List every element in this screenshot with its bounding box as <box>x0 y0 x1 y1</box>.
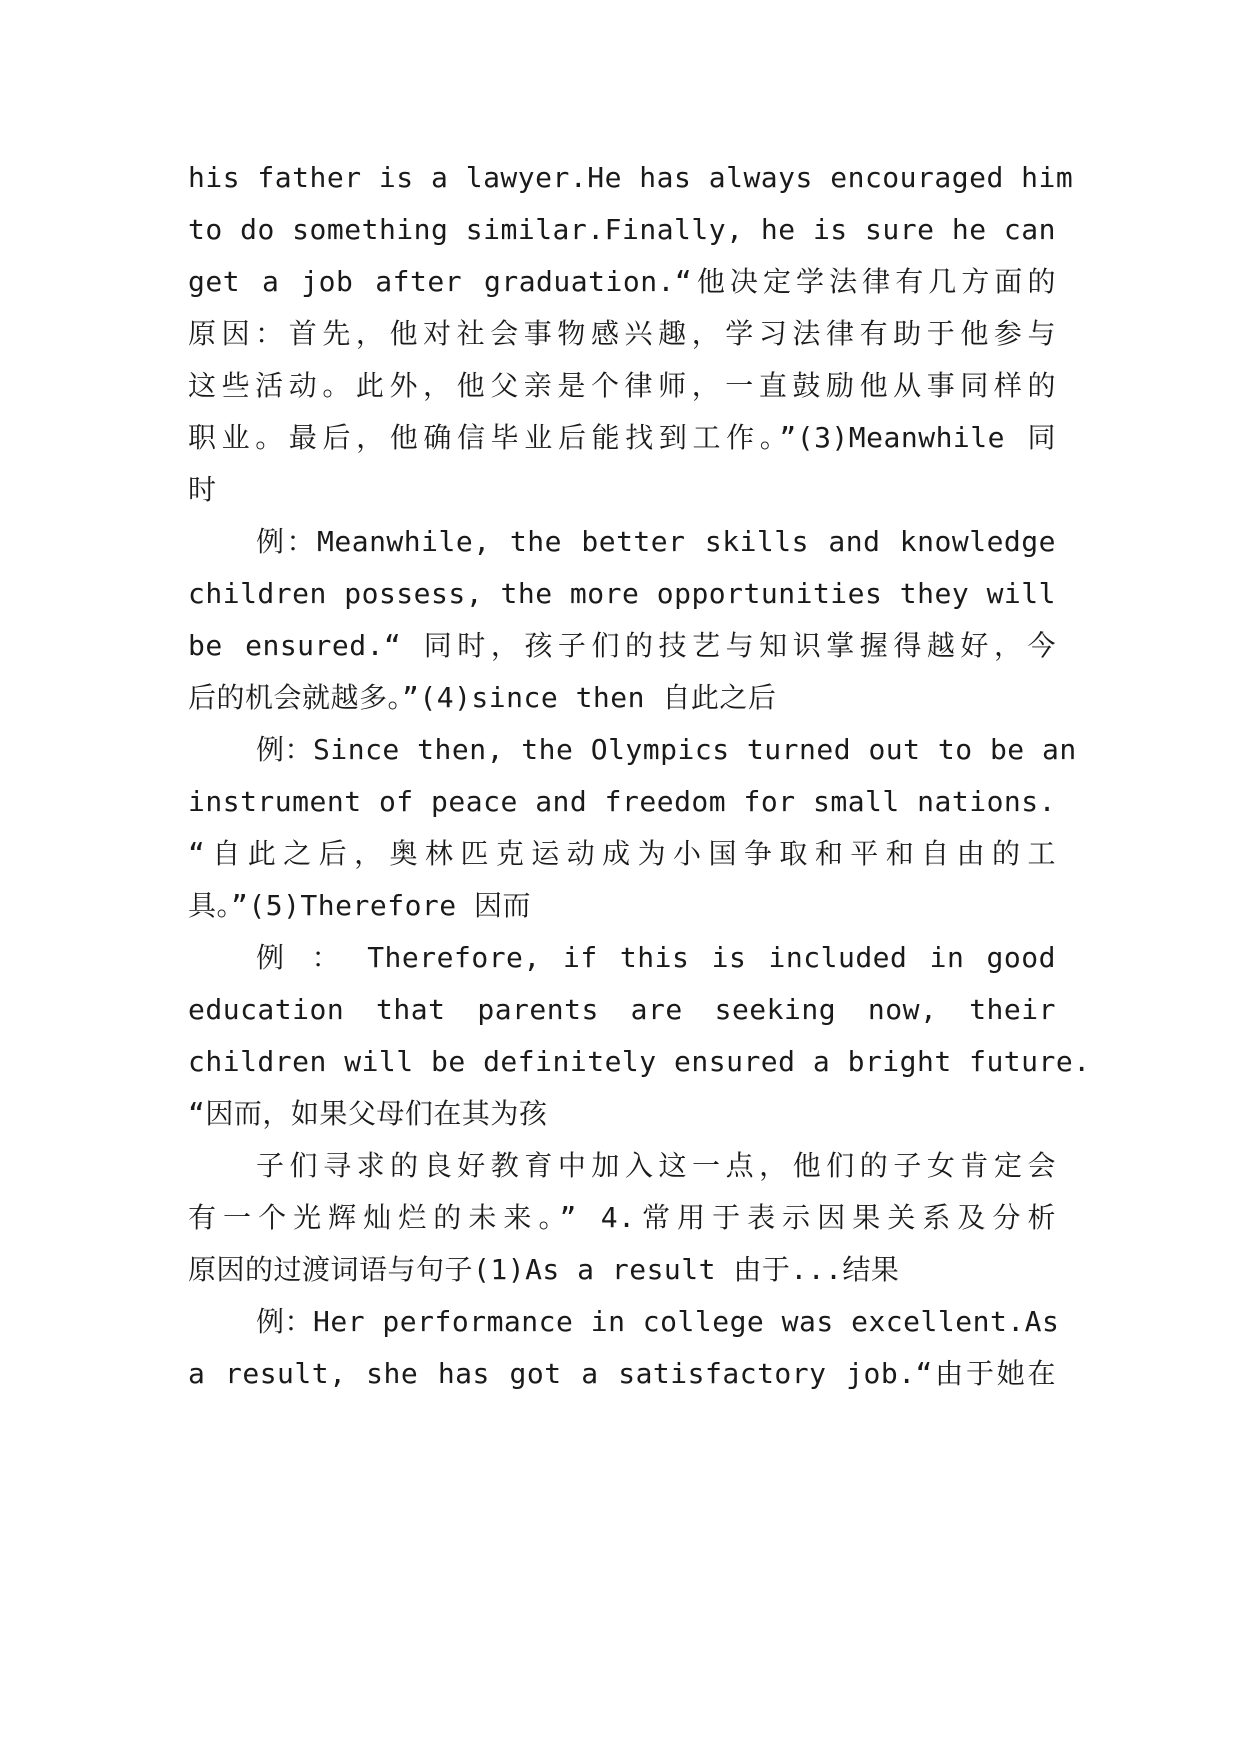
text-line-4: 原因：首先，他对社会事物感兴趣，学习法律有助于他参与 <box>188 317 1056 350</box>
text-line-15: 具。”(5)Therefore 因而 <box>188 889 532 922</box>
text-line-23: 例：Her performance in college was excellent.As <box>256 1305 1060 1338</box>
text-line-16: 例 ： Therefore, if this is included in good <box>256 941 1056 974</box>
text-line-6: 职业。最后，他确信毕业后能找到工作。”(3)Meanwhile 同 <box>188 421 1056 454</box>
text-line-22: 原因的过渡词语与句子(1)As a result 由于...结果 <box>188 1253 900 1286</box>
text-line-1: his father is a lawyer.He has always encouraged him <box>188 161 1074 194</box>
text-line-11: 后的机会就越多。”(4)since then 自此之后 <box>188 681 777 714</box>
text-line-13: instrument of peace and freedom for small nations. <box>188 785 1056 818</box>
text-line-21: 有一个光辉灿烂的未来。” 4.常用于表示因果关系及分析 <box>188 1201 1056 1234</box>
text-line-10: be ensured.“ 同时，孩子们的技艺与知识掌握得越好，今 <box>188 629 1056 662</box>
text-line-7: 时 <box>188 473 217 506</box>
text-line-2: to do something similar.Finally, he is sure he can <box>188 213 1056 246</box>
text-line-20: 子们寻求的良好教育中加入这一点，他们的子女肯定会 <box>256 1149 1056 1182</box>
text-line-3: get a job after graduation.“他决定学法律有几方面的 <box>188 265 1056 298</box>
text-line-19: “因而，如果父母们在其为孩 <box>188 1097 548 1130</box>
text-line-14: “自此之后，奥林匹克运动成为小国争取和平和自由的工 <box>188 837 1056 870</box>
text-line-17: education that parents are seeking now, their <box>188 993 1056 1026</box>
text-line-12: 例：Since then, the Olympics turned out to be an <box>256 733 1077 766</box>
text-line-18: children will be definitely ensured a bright future. <box>188 1045 1091 1078</box>
text-line-5: 这些活动。此外，他父亲是个律师，一直鼓励他从事同样的 <box>188 369 1056 402</box>
text-line-8: 例：Meanwhile, the better skills and knowledge <box>256 525 1056 558</box>
text-line-24: a result, she has got a satisfactory job.“由于她在 <box>188 1357 1056 1390</box>
text-line-9: children possess, the more opportunities they will <box>188 577 1056 610</box>
